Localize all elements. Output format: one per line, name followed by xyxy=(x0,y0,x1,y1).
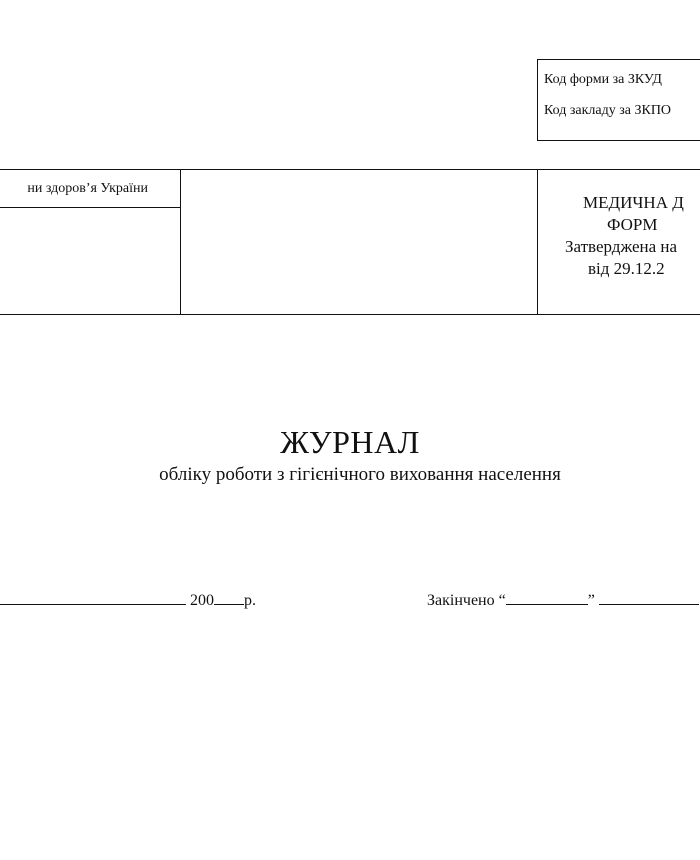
finished-day-blank[interactable] xyxy=(506,590,588,605)
medical-form-block xyxy=(538,192,700,280)
close-quote: ” xyxy=(587,592,595,609)
approved-date-line: від 29.12.2 xyxy=(588,259,665,278)
finished-date-row xyxy=(427,590,699,610)
started-year-blank[interactable] xyxy=(214,590,244,605)
institution-code-label: Код закладу за ЗКПО xyxy=(544,103,672,118)
started-date-blank[interactable] xyxy=(0,590,186,605)
ministry-cell xyxy=(0,170,180,208)
ministry-name: ни здоров’я України xyxy=(27,181,148,196)
approved-line: Затверджена на xyxy=(565,237,678,256)
journal-subtitle: обліку роботи з гігієнічного виховання населення xyxy=(159,464,561,485)
started-date-row xyxy=(0,590,256,610)
started-year-suffix: р. xyxy=(244,592,256,609)
header-table xyxy=(0,169,700,315)
finished-label: Закінчено xyxy=(427,592,495,609)
form-codes-box xyxy=(537,59,700,141)
started-year-prefix: 200 xyxy=(190,592,214,609)
form-line: ФОРМ xyxy=(607,215,658,234)
table-divider-left xyxy=(180,170,181,314)
journal-title: ЖУРНАЛ xyxy=(280,424,420,460)
form-code-label: Код форми за ЗКУД xyxy=(544,72,662,87)
medical-doc-line: МЕДИЧНА Д xyxy=(583,193,684,212)
open-quote: “ xyxy=(498,592,506,609)
finished-month-blank[interactable] xyxy=(599,590,699,605)
